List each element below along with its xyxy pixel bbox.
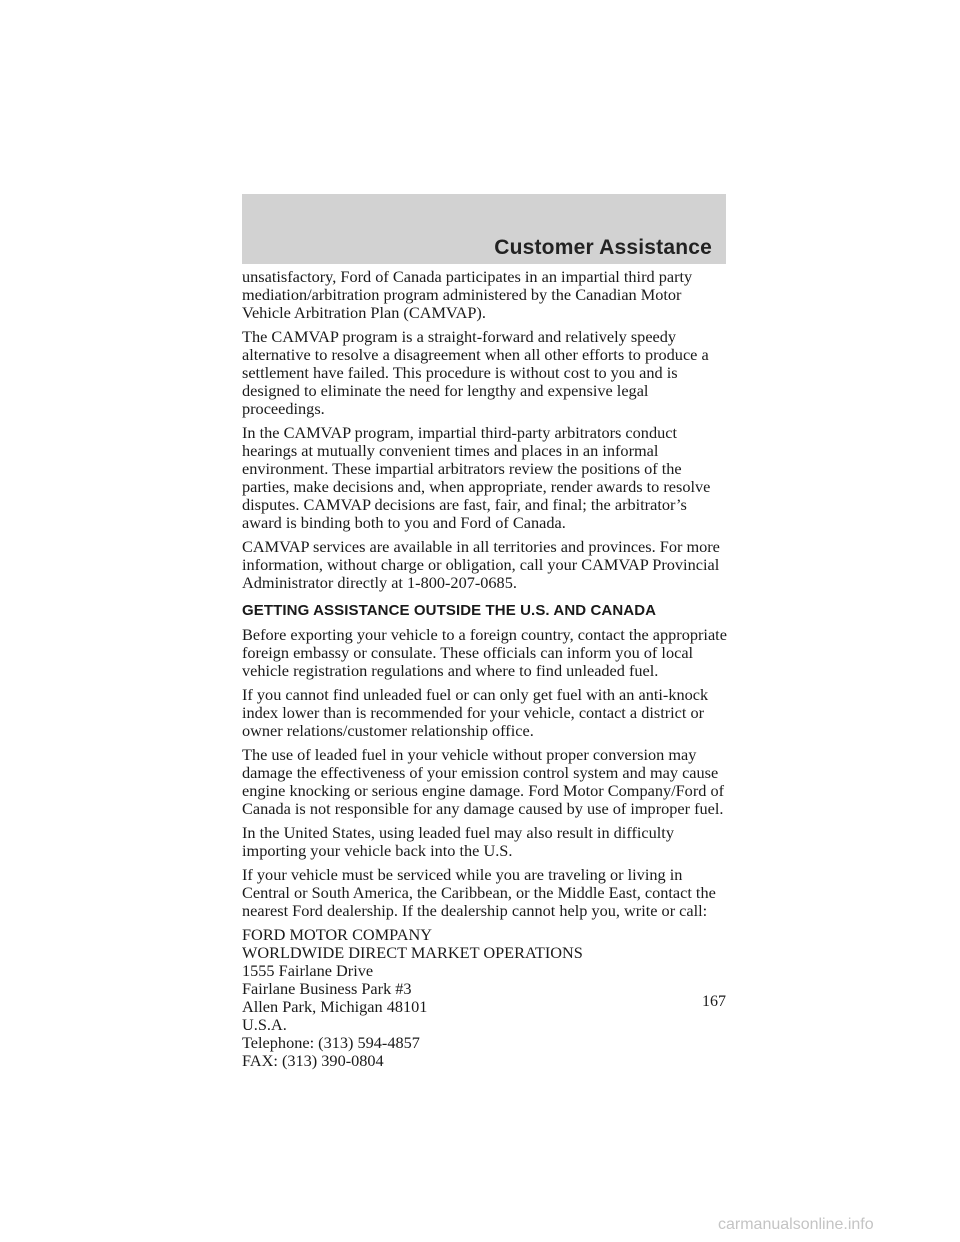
contact-address-block [242, 926, 728, 1070]
page-number: 167 [702, 993, 726, 1010]
site-watermark: carmanualsonline.info [718, 1216, 874, 1233]
paragraph-servicing-abroad: If your vehicle must be serviced while you are traveling or living in Central or South America, the Caribbean, or the Middle East, contact the nearest Ford dealership. If the dealership cannot help you, write or call: [242, 865, 716, 920]
address-line-park: Fairlane Business Park #3 [242, 979, 412, 998]
paragraph-leaded-fuel-damage: The use of leaded fuel in your vehicle without proper conversion may damage the effectiveness of your emission control system and may cause engine knocking or serious engine damage. Ford Motor Company/Ford of Canada is not responsible for any damage caused by use of improper fuel. [242, 745, 725, 818]
paragraph-importing: In the United States, using leaded fuel may also result in difficulty importing your vehicle back into the U.S. [242, 823, 674, 860]
section-heading-outside-us-canada: GETTING ASSISTANCE OUTSIDE THE U.S. AND CANADA [242, 602, 657, 619]
address-line-telephone: Telephone: (313) 594-4857 [242, 1033, 420, 1052]
paragraph-exporting: Before exporting your vehicle to a foreign country, contact the appropriate foreign embassy or consulate. These officials can inform you of local vehicle registration regulations and where to find unleaded fuel. [242, 625, 727, 680]
address-line-company: FORD MOTOR COMPANY [242, 925, 432, 944]
address-line-street: 1555 Fairlane Drive [242, 961, 374, 980]
address-line-city: Allen Park, Michigan 48101 [242, 997, 428, 1016]
paragraph-camvap-services: CAMVAP services are available in all territories and provinces. For more information, without charge or obligation, call your CAMVAP Provincial Administrator directly at 1-800-207-0685. [242, 537, 720, 592]
paragraph-camvap-program: The CAMVAP program is a straight-forward and relatively speedy alternative to resolve a disagreement when all other efforts to produce a settlement have failed. This procedure is without cost to you and is designed to eliminate the need for lengthy and expensive legal proceedings. [242, 327, 709, 418]
address-line-country: U.S.A. [242, 1015, 287, 1034]
paragraph-camvap-intro: unsatisfactory, Ford of Canada participates in an impartial third party mediation/arbitration program administered by the Canadian Motor Vehicle Arbitration Plan (CAMVAP). [242, 267, 693, 322]
address-line-department: WORLDWIDE DIRECT MARKET OPERATIONS [242, 943, 583, 962]
section-title: Customer Assistance [494, 236, 712, 259]
address-line-fax: FAX: (313) 390-0804 [242, 1051, 384, 1070]
section-header-band [242, 194, 726, 264]
paragraph-unleaded-fuel: If you cannot find unleaded fuel or can only get fuel with an anti-knock index lower than is recommended for your vehicle, contact a district or owner relations/customer relationship office. [242, 685, 709, 740]
paragraph-camvap-arbitrators: In the CAMVAP program, impartial third-party arbitrators conduct hearings at mutually convenient times and places in an informal environment. These impartial arbitrators review the positions of the parties, make decisions and, when appropriate, render awards to resolve disputes. CAMVAP decisions are fast, fair, and final; the arbitrator’s award is binding both to you and Ford of Canada. [242, 423, 711, 532]
page-body [242, 268, 728, 1070]
